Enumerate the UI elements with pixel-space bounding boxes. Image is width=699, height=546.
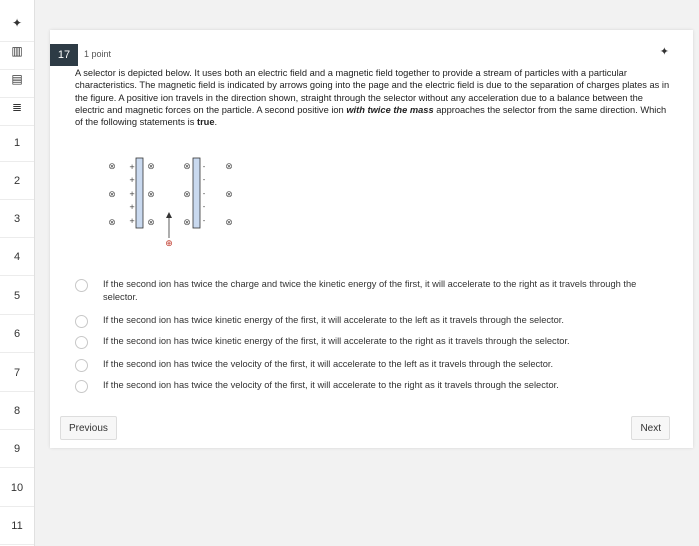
radio-button[interactable] — [75, 336, 88, 349]
minus-charge-mark: - — [202, 203, 206, 211]
sidebar-question-6[interactable]: 6 — [0, 315, 34, 353]
minus-charge-mark: - — [202, 190, 206, 198]
plus-charge-mark: + — [129, 190, 135, 198]
sidebar-question-9[interactable]: 9 — [0, 430, 34, 468]
radio-button[interactable] — [75, 279, 88, 292]
radio-button[interactable] — [75, 380, 88, 393]
bookmark-icon-glyph: ▥ — [11, 43, 23, 58]
question-text-part2: approaches the selector from the same direction. Which of the following statements is — [75, 104, 667, 128]
answer-option-label: If the second ion has twice the charge and twice the kinetic energy of the first, it will accelerate to the right as it travels through the selector. — [103, 279, 637, 302]
sidebar-question-7[interactable]: 7 — [0, 354, 34, 392]
minus-charge-mark: - — [202, 163, 206, 171]
answer-option-label: If the second ion has twice the velocity of the first, it will accelerate to the left as it travels through the selector. — [103, 359, 554, 369]
negative-plate — [193, 158, 200, 228]
field-into-page-mark: ⊗ — [225, 218, 233, 228]
answer-option-label: If the second ion has twice kinetic energy of the first, it will accelerate to the right as it travels through the selector. — [103, 336, 570, 346]
next-button[interactable]: Next — [631, 416, 670, 440]
minus-charge-mark: - — [202, 217, 206, 225]
previous-button[interactable]: Previous — [60, 416, 117, 440]
pin-question-icon[interactable]: ✦ — [659, 46, 669, 58]
question-text-part1: A selector is depicted below. It uses both an electric field and a magnetic field together to provide a stream of particles with a particular characteristics. The magnetic field is indicated by arrows going into the page and the electric field is due to the separation of charges plates as in the figure. A positive ion travels in the direction shown, straight through the selector without any acceleration due to a balance between the electric and magnetic forces on the particle. A second positive ion — [75, 68, 670, 115]
question-navigation-sidebar — [0, 0, 35, 546]
question-number-badge: 17 — [50, 44, 78, 66]
sidebar-question-4[interactable]: 4 — [0, 238, 34, 276]
plus-charge-mark: + — [129, 203, 135, 211]
field-into-page-mark: ⊗ — [108, 190, 116, 200]
radio-button[interactable] — [75, 315, 88, 328]
question-text-bold: true — [196, 117, 215, 128]
sidebar-question-3[interactable]: 3 — [0, 200, 34, 238]
question-text-end: . — [214, 117, 218, 128]
field-into-page-mark: ⊗ — [147, 190, 155, 200]
field-into-page-mark: ⊗ — [183, 162, 191, 172]
question-card — [50, 30, 693, 448]
field-into-page-mark: ⊗ — [147, 162, 155, 172]
answer-option-label: If the second ion has twice the velocity of the first, it will accelerate to the right as it travels through the selector. — [103, 380, 559, 390]
plus-charge-mark: + — [129, 163, 135, 171]
pin-icon-glyph: ✦ — [11, 15, 23, 30]
field-into-page-mark: ⊗ — [183, 218, 191, 228]
field-into-page-mark: ⊗ — [183, 190, 191, 200]
field-into-page-mark: ⊗ — [147, 218, 155, 228]
field-into-page-mark: ⊗ — [225, 190, 233, 200]
sidebar-question-1[interactable]: 1 — [0, 124, 34, 162]
question-text-emphasis: with twice the mass — [346, 104, 434, 115]
sidebar-question-8[interactable]: 8 — [0, 392, 34, 430]
sidebar-question-11[interactable]: 11 — [0, 507, 34, 545]
velocity-selector-diagram — [105, 154, 245, 249]
question-text — [75, 67, 672, 128]
field-into-page-mark: ⊗ — [108, 162, 116, 172]
question-points: 1 point — [84, 49, 112, 59]
plus-charge-mark: + — [129, 176, 135, 184]
plus-charge-mark: + — [129, 217, 135, 225]
positive-plate — [136, 158, 143, 228]
answer-option-label: If the second ion has twice kinetic energy of the first, it will accelerate to the left as it travels through the selector. — [103, 315, 564, 325]
sidebar-question-5[interactable]: 5 — [0, 277, 34, 315]
positive-ion: ⊕ — [165, 239, 173, 249]
list-icon-glyph: ≣ — [11, 99, 23, 114]
list-icon[interactable] — [0, 88, 34, 126]
radio-button[interactable] — [75, 359, 88, 372]
sidebar-question-2[interactable]: 2 — [0, 162, 34, 200]
minus-charge-mark: - — [202, 176, 206, 184]
field-into-page-mark: ⊗ — [108, 218, 116, 228]
sidebar-question-10[interactable]: 10 — [0, 469, 34, 507]
ion-direction-arrowhead — [166, 212, 172, 218]
calculator-icon-glyph: ▤ — [11, 71, 23, 86]
field-into-page-mark: ⊗ — [225, 162, 233, 172]
